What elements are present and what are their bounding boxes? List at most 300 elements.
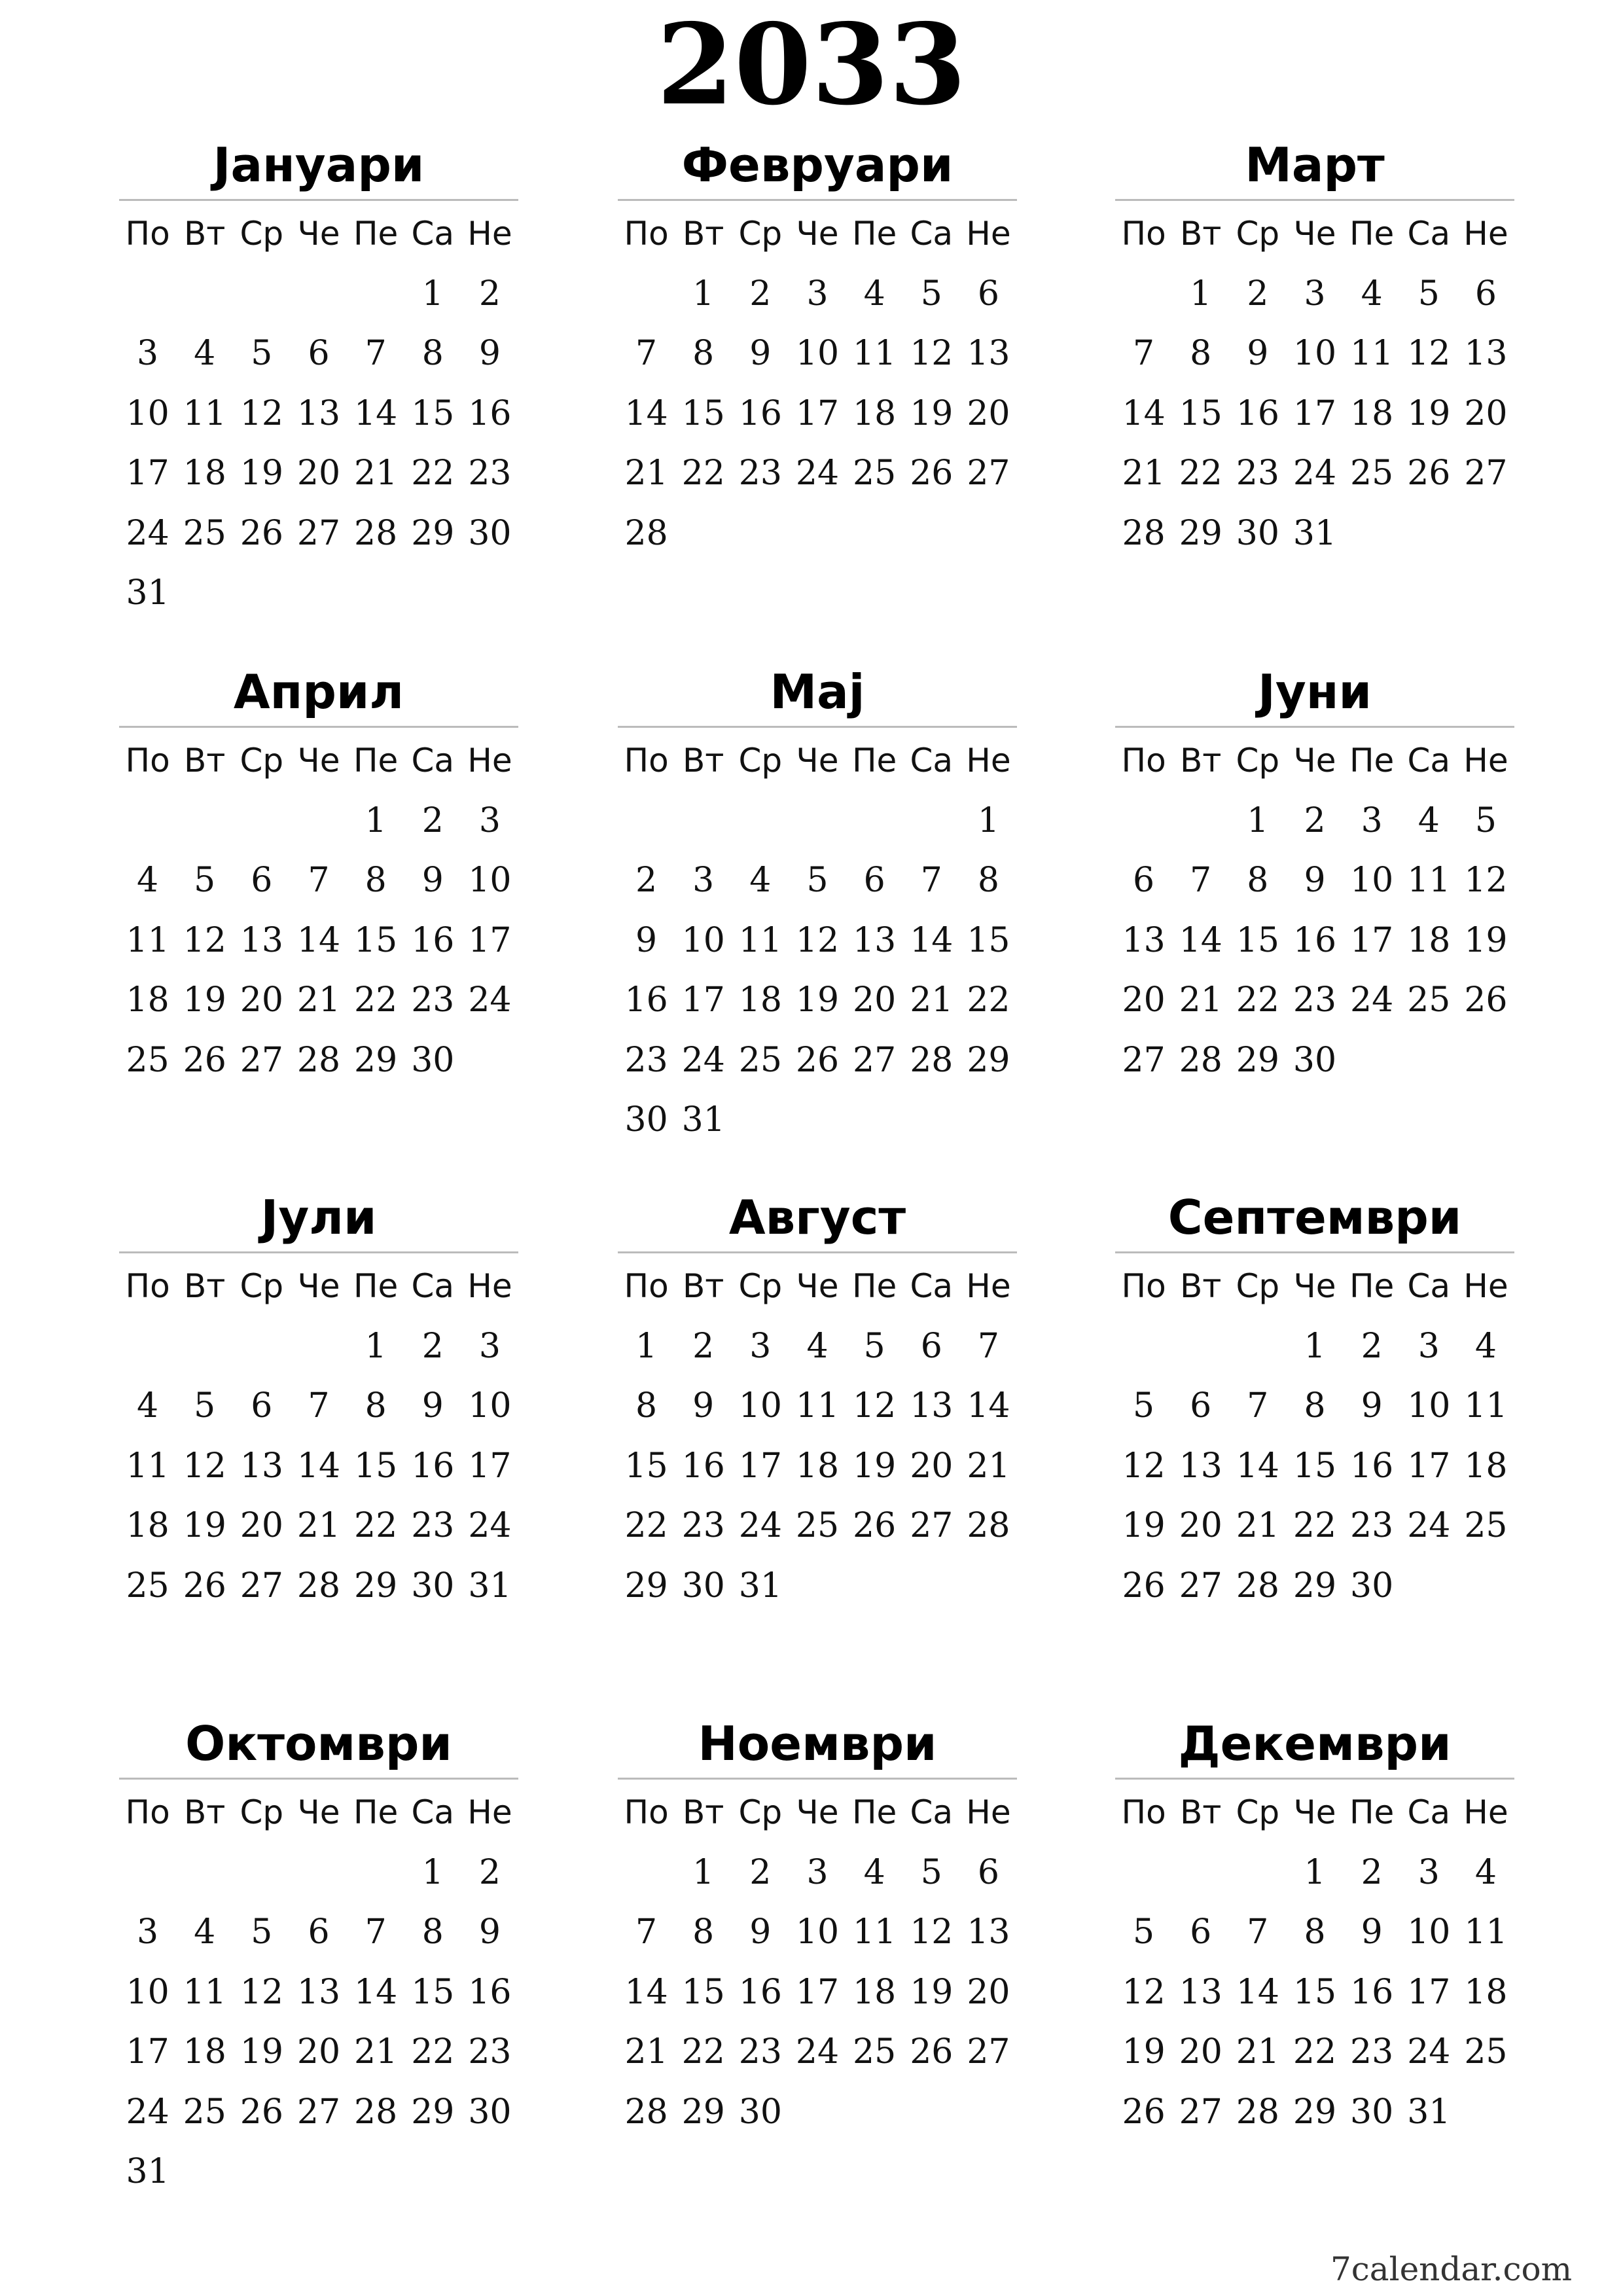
day-cell: 4 bbox=[137, 861, 159, 900]
day-cell: 1 bbox=[692, 1852, 715, 1892]
day-cell: 29 bbox=[1179, 513, 1222, 553]
day-cell: 15 bbox=[1293, 1972, 1337, 2012]
weekday-header: Са bbox=[1407, 215, 1451, 253]
day-cell: 29 bbox=[624, 1566, 668, 1605]
day-cell: 25 bbox=[1464, 2032, 1508, 2072]
day-cell: 10 bbox=[795, 334, 840, 373]
weekday-header: Не bbox=[1463, 1793, 1508, 1831]
day-cell: 8 bbox=[1190, 334, 1212, 373]
day-cell: 19 bbox=[853, 1446, 897, 1486]
weekday-header: Вт bbox=[183, 1793, 226, 1831]
month-grid bbox=[1115, 1786, 1514, 2145]
day-cell: 6 bbox=[977, 274, 999, 314]
day-cell: 1 bbox=[421, 1852, 444, 1892]
weekday-header: Не bbox=[966, 1267, 1011, 1305]
day-cell: 18 bbox=[183, 454, 226, 493]
weekday-header: Са bbox=[910, 1267, 954, 1305]
day-cell: 6 bbox=[308, 1912, 330, 1952]
day-cell: 25 bbox=[126, 1040, 169, 1080]
day-cell: 27 bbox=[1179, 1566, 1222, 1605]
day-cell: 5 bbox=[251, 1912, 273, 1952]
weekday-header: Не bbox=[467, 1267, 512, 1305]
day-cell: 21 bbox=[624, 2032, 668, 2072]
day-cell: 2 bbox=[1361, 1326, 1383, 1366]
day-cell: 23 bbox=[411, 1506, 455, 1545]
weekday-header: Не bbox=[1463, 215, 1508, 253]
day-cell: 5 bbox=[194, 861, 216, 900]
day-cell: 20 bbox=[1179, 2032, 1222, 2072]
weekday-header: Вт bbox=[183, 215, 226, 253]
month-name: Мај bbox=[770, 664, 865, 719]
day-cell: 6 bbox=[920, 1326, 942, 1366]
day-cell: 18 bbox=[126, 1506, 169, 1545]
month-name: Јули bbox=[260, 1190, 377, 1245]
weekday-header: Ср bbox=[240, 1267, 284, 1305]
day-cell: 11 bbox=[1350, 334, 1394, 373]
day-cell: 3 bbox=[1418, 1326, 1440, 1366]
empty-cell bbox=[233, 795, 290, 855]
weekday-header: Вт bbox=[1179, 1793, 1222, 1831]
day-cell: 16 bbox=[411, 1446, 455, 1486]
empty-cell bbox=[176, 795, 233, 855]
weekday-header: Са bbox=[1407, 1793, 1451, 1831]
day-cell: 29 bbox=[1293, 2092, 1337, 2132]
day-cell: 19 bbox=[1407, 393, 1451, 433]
day-cell: 21 bbox=[910, 980, 954, 1020]
weekday-header: По bbox=[1121, 742, 1166, 780]
weekday-header: Ср bbox=[240, 1793, 284, 1831]
weekday-header: Вт bbox=[682, 215, 724, 253]
month-divider bbox=[618, 1251, 1017, 1253]
day-cell: 22 bbox=[1179, 454, 1222, 493]
weekday-header: Ср bbox=[1236, 1267, 1280, 1305]
day-cell: 26 bbox=[240, 513, 283, 553]
day-cell: 23 bbox=[468, 2032, 512, 2072]
day-cell: 15 bbox=[1179, 393, 1222, 433]
month-divider bbox=[618, 199, 1017, 201]
day-cell: 12 bbox=[910, 1912, 954, 1952]
day-cell: 12 bbox=[795, 920, 840, 960]
day-cell: 5 bbox=[806, 861, 829, 900]
day-cell: 12 bbox=[853, 1386, 897, 1426]
day-cell: 4 bbox=[806, 1326, 829, 1366]
day-cell: 25 bbox=[853, 2032, 897, 2072]
day-cell: 19 bbox=[1122, 2032, 1166, 2072]
day-cell: 8 bbox=[1247, 861, 1269, 900]
day-cell: 22 bbox=[624, 1506, 668, 1545]
month-grid bbox=[119, 207, 518, 627]
month-divider bbox=[618, 726, 1017, 728]
day-cell: 24 bbox=[1350, 980, 1394, 1020]
day-cell: 6 bbox=[251, 861, 273, 900]
day-cell: 27 bbox=[296, 513, 341, 553]
day-cell: 16 bbox=[1350, 1446, 1394, 1486]
day-cell: 23 bbox=[411, 980, 455, 1020]
weekday-header: Че bbox=[796, 1793, 839, 1831]
weekday-header: Са bbox=[910, 1793, 954, 1831]
day-cell: 17 bbox=[738, 1446, 782, 1486]
weekday-header: По bbox=[1121, 215, 1166, 253]
month-block bbox=[1115, 664, 1514, 1094]
empty-cell bbox=[1172, 1320, 1229, 1380]
day-cell: 11 bbox=[126, 920, 169, 960]
day-cell: 11 bbox=[183, 1972, 226, 2012]
month-block bbox=[1115, 137, 1514, 567]
day-cell: 24 bbox=[1407, 1506, 1451, 1545]
day-cell: 13 bbox=[240, 1446, 283, 1486]
day-cell: 7 bbox=[308, 861, 330, 900]
day-cell: 28 bbox=[624, 2092, 668, 2132]
day-cell: 10 bbox=[1407, 1386, 1451, 1426]
weekday-header: По bbox=[125, 1267, 170, 1305]
day-cell: 3 bbox=[806, 274, 829, 314]
empty-cell bbox=[348, 268, 404, 328]
day-cell: 28 bbox=[1236, 1566, 1279, 1605]
day-cell: 25 bbox=[795, 1506, 840, 1545]
weekday-header: Пе bbox=[851, 1793, 897, 1831]
day-cell: 16 bbox=[468, 393, 512, 433]
day-cell: 28 bbox=[1236, 2092, 1279, 2132]
day-cell: 10 bbox=[1407, 1912, 1451, 1952]
empty-cell bbox=[846, 795, 903, 855]
day-cell: 16 bbox=[411, 920, 455, 960]
day-cell: 21 bbox=[1236, 1506, 1279, 1545]
day-cell: 13 bbox=[240, 920, 283, 960]
day-cell: 2 bbox=[478, 274, 501, 314]
day-cell: 20 bbox=[853, 980, 897, 1020]
day-cell: 20 bbox=[296, 454, 341, 493]
day-cell: 17 bbox=[126, 454, 169, 493]
day-cell: 11 bbox=[126, 1446, 169, 1486]
day-cell: 19 bbox=[795, 980, 840, 1020]
month-divider bbox=[1115, 199, 1514, 201]
day-cell: 6 bbox=[1190, 1912, 1212, 1952]
day-cell: 23 bbox=[738, 2032, 782, 2072]
day-cell: 9 bbox=[692, 1386, 715, 1426]
day-cell: 5 bbox=[194, 1386, 216, 1426]
day-cell: 15 bbox=[1236, 920, 1279, 960]
weekday-header: По bbox=[125, 1793, 170, 1831]
day-cell: 20 bbox=[1464, 393, 1508, 433]
day-cell: 22 bbox=[967, 980, 1010, 1020]
weekday-header: Пе bbox=[1349, 215, 1395, 253]
day-cell: 7 bbox=[308, 1386, 330, 1426]
weekday-header: Не bbox=[966, 1793, 1011, 1831]
day-cell: 16 bbox=[1236, 393, 1279, 433]
weekday-header: Ср bbox=[1236, 742, 1280, 780]
day-cell: 30 bbox=[1236, 513, 1279, 553]
day-cell: 27 bbox=[240, 1040, 283, 1080]
month-divider bbox=[1115, 1251, 1514, 1253]
weekday-header: Не bbox=[966, 742, 1011, 780]
day-cell: 16 bbox=[468, 1972, 512, 2012]
weekday-header: Че bbox=[297, 742, 340, 780]
weekday-header: Вт bbox=[682, 1793, 724, 1831]
day-cell: 18 bbox=[853, 393, 897, 433]
day-cell: 19 bbox=[240, 2032, 283, 2072]
weekday-header: Са bbox=[411, 215, 455, 253]
day-cell: 16 bbox=[738, 393, 782, 433]
weekday-header: Са bbox=[411, 1793, 455, 1831]
day-cell: 25 bbox=[853, 454, 897, 493]
empty-cell bbox=[1172, 795, 1229, 855]
day-cell: 10 bbox=[795, 1912, 840, 1952]
day-cell: 14 bbox=[296, 920, 341, 960]
day-cell: 4 bbox=[863, 1852, 885, 1892]
weekday-header: Не bbox=[467, 1793, 512, 1831]
weekday-header: Ср bbox=[240, 215, 284, 253]
day-cell: 3 bbox=[806, 1852, 829, 1892]
weekday-header: Пе bbox=[851, 1267, 897, 1305]
empty-cell bbox=[1229, 1846, 1286, 1907]
month-divider bbox=[1115, 1778, 1514, 1780]
day-cell: 31 bbox=[126, 2152, 169, 2191]
day-cell: 21 bbox=[967, 1446, 1010, 1486]
day-cell: 9 bbox=[635, 920, 658, 960]
empty-cell bbox=[1229, 1320, 1286, 1380]
day-cell: 23 bbox=[1350, 2032, 1394, 2072]
weekday-header: По bbox=[125, 215, 170, 253]
month-divider bbox=[119, 1251, 518, 1253]
weekday-header: Че bbox=[796, 215, 839, 253]
day-cell: 16 bbox=[681, 1446, 725, 1486]
day-cell: 3 bbox=[1361, 800, 1383, 840]
weekday-header: Че bbox=[1293, 1793, 1336, 1831]
day-cell: 7 bbox=[635, 1912, 658, 1952]
day-cell: 2 bbox=[635, 861, 658, 900]
month-divider bbox=[1115, 726, 1514, 728]
weekday-header: Са bbox=[411, 1267, 455, 1305]
empty-cell bbox=[618, 268, 675, 328]
day-cell: 30 bbox=[411, 1566, 455, 1605]
weekday-header: Не bbox=[1463, 1267, 1508, 1305]
month-name: Октомври bbox=[185, 1716, 452, 1771]
day-cell: 26 bbox=[853, 1506, 897, 1545]
day-cell: 9 bbox=[1361, 1386, 1383, 1426]
day-cell: 18 bbox=[795, 1446, 840, 1486]
day-cell: 3 bbox=[137, 1912, 159, 1952]
day-cell: 1 bbox=[365, 1326, 387, 1366]
month-grid bbox=[618, 1786, 1017, 2145]
weekday-header: Са bbox=[1407, 1267, 1451, 1305]
weekday-header: По bbox=[1121, 1267, 1166, 1305]
day-cell: 24 bbox=[795, 454, 840, 493]
day-cell: 11 bbox=[1464, 1386, 1508, 1426]
day-cell: 7 bbox=[635, 334, 658, 373]
weekday-header: Пе bbox=[851, 215, 897, 253]
day-cell: 4 bbox=[1474, 1326, 1497, 1366]
weekday-header: По bbox=[624, 1267, 669, 1305]
day-cell: 13 bbox=[296, 393, 341, 433]
day-cell: 2 bbox=[421, 1326, 444, 1366]
day-cell: 7 bbox=[920, 861, 942, 900]
day-cell: 22 bbox=[681, 454, 725, 493]
day-cell: 20 bbox=[1122, 980, 1166, 1020]
day-cell: 25 bbox=[1407, 980, 1451, 1020]
day-cell: 15 bbox=[624, 1446, 668, 1486]
day-cell: 13 bbox=[296, 1972, 341, 2012]
day-cell: 18 bbox=[738, 980, 782, 1020]
empty-cell bbox=[290, 1320, 347, 1380]
empty-cell bbox=[348, 1846, 404, 1907]
day-cell: 21 bbox=[296, 980, 341, 1020]
day-cell: 13 bbox=[1179, 1446, 1222, 1486]
day-cell: 10 bbox=[468, 1386, 512, 1426]
day-cell: 11 bbox=[795, 1386, 840, 1426]
day-cell: 28 bbox=[1122, 513, 1166, 553]
weekday-header: Са bbox=[910, 215, 954, 253]
day-cell: 20 bbox=[296, 2032, 341, 2072]
day-cell: 24 bbox=[126, 2092, 169, 2132]
empty-cell bbox=[119, 268, 176, 328]
month-name: Ноември bbox=[698, 1716, 937, 1771]
day-cell: 17 bbox=[468, 920, 512, 960]
day-cell: 8 bbox=[977, 861, 999, 900]
day-cell: 15 bbox=[411, 393, 455, 433]
empty-cell bbox=[1172, 1846, 1229, 1907]
empty-cell bbox=[618, 1846, 675, 1907]
day-cell: 3 bbox=[749, 1326, 772, 1366]
month-name: Декември bbox=[1178, 1716, 1452, 1771]
day-cell: 12 bbox=[183, 920, 226, 960]
day-cell: 7 bbox=[977, 1326, 999, 1366]
empty-cell bbox=[290, 1846, 347, 1907]
day-cell: 18 bbox=[183, 2032, 226, 2072]
day-cell: 17 bbox=[795, 1972, 840, 2012]
day-cell: 4 bbox=[1474, 1852, 1497, 1892]
day-cell: 27 bbox=[1464, 454, 1508, 493]
month-block bbox=[119, 1716, 518, 2206]
day-cell: 26 bbox=[240, 2092, 283, 2132]
day-cell: 14 bbox=[967, 1386, 1010, 1426]
day-cell: 2 bbox=[749, 274, 772, 314]
day-cell: 12 bbox=[1122, 1446, 1166, 1486]
weekday-header: Не bbox=[966, 215, 1011, 253]
month-divider bbox=[119, 726, 518, 728]
day-cell: 3 bbox=[1418, 1852, 1440, 1892]
month-block bbox=[1115, 1716, 1514, 2145]
weekday-header: По bbox=[125, 742, 170, 780]
day-cell: 12 bbox=[240, 1972, 283, 2012]
day-cell: 17 bbox=[1350, 920, 1394, 960]
day-cell: 8 bbox=[1304, 1912, 1326, 1952]
day-cell: 22 bbox=[1293, 2032, 1337, 2072]
day-cell: 17 bbox=[1293, 393, 1337, 433]
day-cell: 10 bbox=[468, 861, 512, 900]
day-cell: 5 bbox=[1133, 1386, 1155, 1426]
weekday-header: Пе bbox=[353, 1267, 399, 1305]
day-cell: 13 bbox=[967, 1912, 1010, 1952]
day-cell: 29 bbox=[354, 1566, 398, 1605]
weekday-header: Вт bbox=[682, 1267, 724, 1305]
day-cell: 4 bbox=[194, 1912, 216, 1952]
day-cell: 26 bbox=[910, 2032, 954, 2072]
day-cell: 10 bbox=[681, 920, 725, 960]
empty-cell bbox=[789, 795, 846, 855]
day-cell: 27 bbox=[967, 454, 1010, 493]
day-cell: 31 bbox=[468, 1566, 512, 1605]
day-cell: 18 bbox=[1464, 1972, 1508, 2012]
day-cell: 2 bbox=[478, 1852, 501, 1892]
day-cell: 17 bbox=[468, 1446, 512, 1486]
day-cell: 23 bbox=[1350, 1506, 1394, 1545]
day-cell: 13 bbox=[910, 1386, 954, 1426]
weekday-header: Не bbox=[467, 742, 512, 780]
day-cell: 25 bbox=[1350, 454, 1394, 493]
day-cell: 8 bbox=[421, 334, 444, 373]
day-cell: 21 bbox=[624, 454, 668, 493]
day-cell: 28 bbox=[910, 1040, 954, 1080]
day-cell: 24 bbox=[738, 1506, 782, 1545]
day-cell: 24 bbox=[681, 1040, 725, 1080]
day-cell: 23 bbox=[681, 1506, 725, 1545]
empty-cell bbox=[176, 1320, 233, 1380]
day-cell: 2 bbox=[692, 1326, 715, 1366]
day-cell: 14 bbox=[910, 920, 954, 960]
weekday-header: По bbox=[624, 1793, 669, 1831]
empty-cell bbox=[290, 795, 347, 855]
empty-cell bbox=[233, 1846, 290, 1907]
day-cell: 30 bbox=[738, 2092, 782, 2132]
day-cell: 24 bbox=[468, 1506, 512, 1545]
weekday-header: Ср bbox=[738, 742, 783, 780]
empty-cell bbox=[290, 268, 347, 328]
day-cell: 30 bbox=[1293, 1040, 1337, 1080]
weekday-header: По bbox=[1121, 1793, 1166, 1831]
day-cell: 20 bbox=[240, 980, 283, 1020]
day-cell: 7 bbox=[365, 1912, 387, 1952]
day-cell: 23 bbox=[468, 454, 512, 493]
day-cell: 3 bbox=[137, 334, 159, 373]
day-cell: 14 bbox=[624, 1972, 668, 2012]
day-cell: 5 bbox=[863, 1326, 885, 1366]
day-cell: 24 bbox=[468, 980, 512, 1020]
month-grid bbox=[618, 734, 1017, 1154]
month-grid bbox=[1115, 207, 1514, 567]
day-cell: 27 bbox=[240, 1566, 283, 1605]
day-cell: 26 bbox=[795, 1040, 840, 1080]
day-cell: 30 bbox=[411, 1040, 455, 1080]
day-cell: 14 bbox=[354, 393, 398, 433]
day-cell: 13 bbox=[967, 334, 1010, 373]
weekday-header: Че bbox=[1293, 742, 1336, 780]
month-name: Јануари bbox=[213, 137, 425, 192]
day-cell: 30 bbox=[624, 1100, 668, 1139]
weekday-header: Ср bbox=[738, 1267, 783, 1305]
day-cell: 26 bbox=[183, 1566, 226, 1605]
day-cell: 6 bbox=[1474, 274, 1497, 314]
day-cell: 23 bbox=[624, 1040, 668, 1080]
day-cell: 15 bbox=[967, 920, 1010, 960]
day-cell: 28 bbox=[296, 1566, 341, 1605]
empty-cell bbox=[1115, 795, 1172, 855]
day-cell: 25 bbox=[738, 1040, 782, 1080]
month-grid bbox=[618, 1260, 1017, 1619]
month-block bbox=[119, 664, 518, 1094]
weekday-header: Вт bbox=[1179, 742, 1222, 780]
day-cell: 19 bbox=[910, 1972, 954, 2012]
day-cell: 15 bbox=[411, 1972, 455, 2012]
day-cell: 20 bbox=[967, 1972, 1010, 2012]
month-grid bbox=[119, 1260, 518, 1619]
weekday-header: Че bbox=[297, 1793, 340, 1831]
day-cell: 17 bbox=[795, 393, 840, 433]
day-cell: 30 bbox=[1350, 1566, 1394, 1605]
day-cell: 2 bbox=[1247, 274, 1269, 314]
weekday-header: Са bbox=[910, 742, 954, 780]
weekday-header: Пе bbox=[1349, 1267, 1395, 1305]
empty-cell bbox=[233, 1320, 290, 1380]
